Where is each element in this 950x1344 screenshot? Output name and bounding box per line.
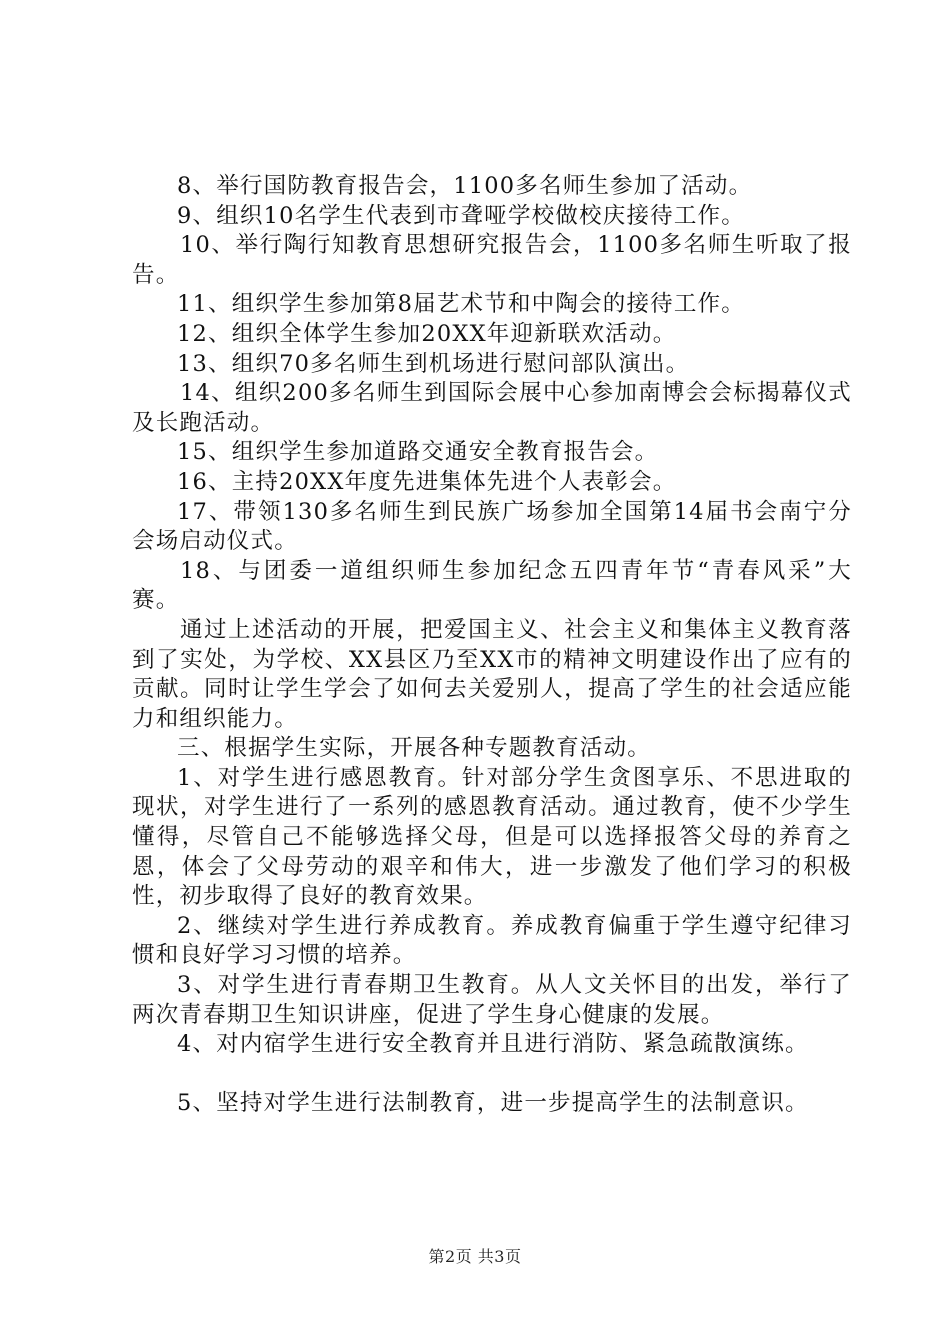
paragraph-item-11: 11、组织学生参加第8届艺术节和中陶会的接待工作。 bbox=[177, 291, 745, 318]
paragraph-item-14: 14、组织200多名师生到国际会展中心参加南博会会标揭幕仪式及长跑活动。 bbox=[132, 380, 852, 436]
paragraph-item-15: 15、组织学生参加道路交通安全教育报告会。 bbox=[177, 439, 659, 466]
paragraph-item-8: 8、举行国防教育报告会，1100多名师生参加了活动。 bbox=[177, 173, 753, 199]
paragraph-item-17: 17、带领130多名师生到民族广场参加全国第14届书会南宁分会场启动仪式。 bbox=[132, 498, 852, 555]
paragraph-topic-4: 4、对内宿学生进行安全教育并且进行消防、紧急疏散演练。 bbox=[177, 1031, 809, 1058]
paragraph-topic-3: 3、对学生进行青春期卫生教育。从人文关怀目的出发，举行了两次青春期卫生知识讲座，促进了学生身心健康的发展。 bbox=[132, 972, 852, 1028]
document-body bbox=[132, 172, 852, 1118]
paragraph-topic-1: 1、对学生进行感恩教育。针对部分学生贪图享乐、不思进取的现状，对学生进行了一系列的感恩教育活动。通过教育，使不少学生懂得，尽管自己不能够选择父母，但是可以选择报答父母的养育之恩，体会了父母劳动的艰辛和伟大，进一步激发了他们学习的积极性，初步取得了良好的教育效果。 bbox=[132, 764, 852, 910]
paragraph-topic-2: 2、继续对学生进行养成教育。养成教育偏重于学生遵守纪律习惯和良好学习习惯的培养。 bbox=[132, 912, 852, 969]
summary-paragraph: 通过上述活动的开展，把爱国主义、社会主义和集体主义教育落到了实处，为学校、XX县区乃至XX市的精神文明建设作出了应有的贡献。同时让学生学会了如何去关爱别人，提高了学生的社会适应能力和组织能力。 bbox=[132, 616, 852, 732]
paragraph-item-16: 16、主持20XX年度先进集体先进个人表彰会。 bbox=[177, 468, 677, 495]
paragraph-item-13: 13、组织70多名师生到机场进行慰问部队演出。 bbox=[177, 350, 690, 377]
paragraph-item-12: 12、组织全体学生参加20XX年迎新联欢活动。 bbox=[177, 320, 677, 347]
paragraph-item-9: 9、组织10名学生代表到市聋哑学校做校庆接待工作。 bbox=[177, 202, 745, 229]
paragraph-item-18: 18、与团委一道组织师生参加纪念五四青年节“青春风采”大赛。 bbox=[132, 557, 852, 614]
paragraph-item-10: 10、举行陶行知教育思想研究报告会，1100多名师生听取了报告。 bbox=[132, 232, 852, 288]
page-number-footer: 第2页 共3页 bbox=[428, 1247, 522, 1266]
blank-line bbox=[132, 1060, 852, 1089]
section-heading-three: 三、根据学生实际，开展各种专题教育活动。 bbox=[177, 735, 652, 762]
paragraph-topic-5: 5、坚持对学生进行法制教育，进一步提高学生的法制意识。 bbox=[177, 1089, 809, 1116]
